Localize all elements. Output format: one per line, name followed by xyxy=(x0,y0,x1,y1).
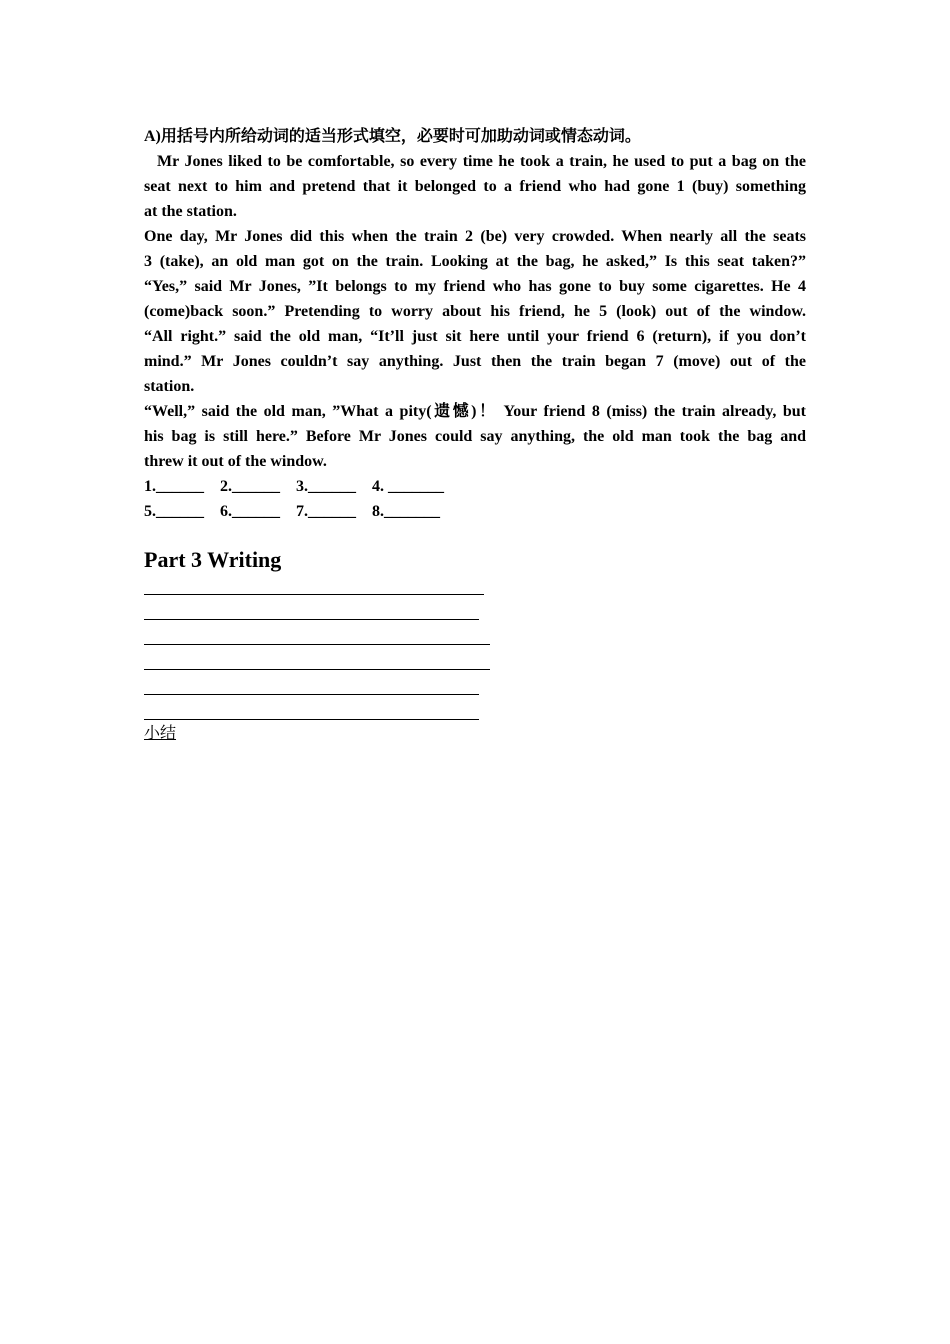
passage-text: Mr Jones liked to be comfortable, so every time he took a train, he used to put a bag on the xyxy=(157,153,806,170)
answer-row-2 xyxy=(144,499,806,524)
writing-line-5[interactable] xyxy=(144,694,479,695)
passage-line-11: “Well,” said the old man, ”What a pity(遗憾)！ Your friend 8 (miss) the train already, but xyxy=(144,403,806,420)
writing-line-6[interactable] xyxy=(144,719,479,720)
answer-blank-5[interactable]: 5.______ xyxy=(144,503,204,520)
answer-row-1 xyxy=(144,474,806,499)
writing-line-4[interactable] xyxy=(144,669,490,670)
passage-line-6: “Yes,” said Mr Jones, ”It belongs to my friend who has gone to buy some cigarettes. He 4 xyxy=(144,278,806,295)
answer-blank-2[interactable]: 2.______ xyxy=(220,478,280,495)
passage-line-7: (come)back soon.” Pretending to worry about his friend, he 5 (look) out of the window. xyxy=(144,303,806,320)
exercise-instruction: A)用括号内所给动词的适当形式填空，必要时可加助动词或情态动词。 xyxy=(144,128,641,145)
answer-blank-6[interactable]: 6.______ xyxy=(220,503,280,520)
passage-line-3: at the station. xyxy=(144,203,237,220)
passage-line-9: mind.” Mr Jones couldn’t say anything. Just then the train began 7 (move) out of the xyxy=(144,353,806,370)
passage-line-2: seat next to him and pretend that it belonged to a friend who had gone 1 (buy) something xyxy=(144,178,806,195)
writing-line-3[interactable] xyxy=(144,644,490,645)
answer-blank-1[interactable]: 1.______ xyxy=(144,478,204,495)
passage-line-5: 3 (take), an old man got on the train. Looking at the bag, he asked,” Is this seat taken?” xyxy=(144,253,806,270)
exercise-section xyxy=(144,124,806,524)
passage-line-1 xyxy=(144,149,806,174)
answer-blank-3[interactable]: 3.______ xyxy=(296,478,356,495)
answer-blank-4[interactable]: 4. _______ xyxy=(372,478,444,495)
answer-blank-7[interactable]: 7.______ xyxy=(296,503,356,520)
summary-label: 小结 xyxy=(144,725,177,742)
passage-line-10: station. xyxy=(144,378,195,395)
writing-heading: Part 3 Writing xyxy=(144,547,282,572)
passage-line-4: One day, Mr Jones did this when the train 2 (be) very crowded. When nearly all the seats xyxy=(144,228,806,245)
writing-line-2[interactable] xyxy=(144,619,479,620)
writing-line-1[interactable] xyxy=(144,594,484,595)
passage-line-12: his bag is still here.” Before Mr Jones could say anything, the old man took the bag and xyxy=(144,428,806,445)
answer-blank-8[interactable]: 8._______ xyxy=(372,503,440,520)
passage-line-13: threw it out of the window. xyxy=(144,453,327,470)
passage-line-8: “All right.” said the old man, “It’ll just sit here until your friend 6 (return), if you don’t xyxy=(144,328,806,345)
